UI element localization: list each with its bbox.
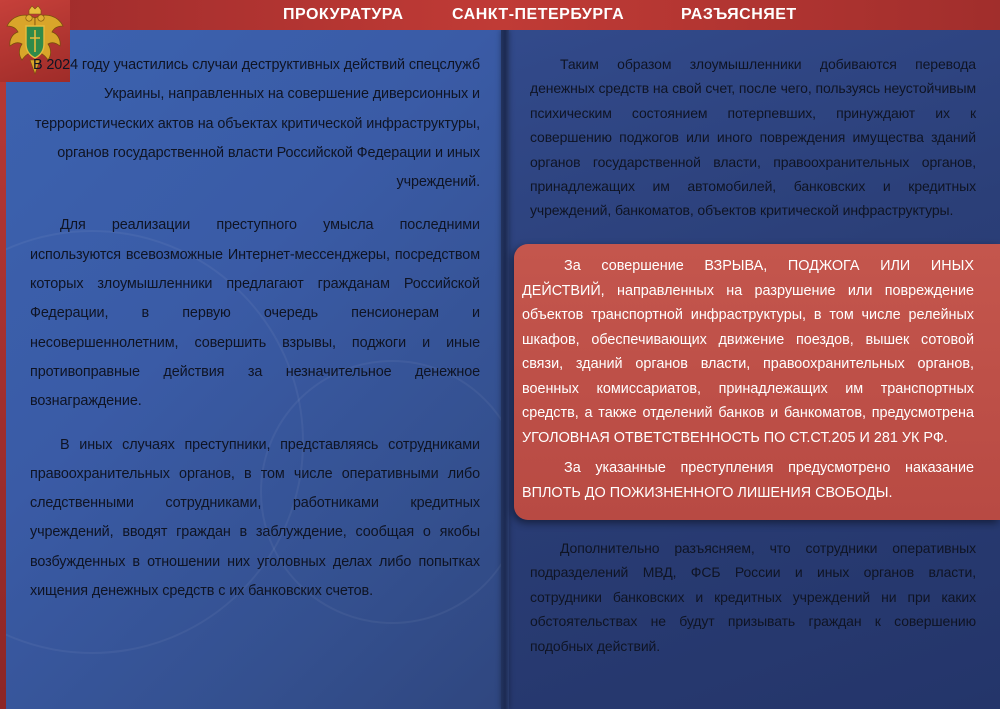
column-divider (501, 30, 509, 709)
warning-paragraph-liability: За совершение ВЗРЫВА, ПОДЖОГА ИЛИ ИНЫХ ДЕЙСТВИЙ, направленных на разрушение или повреждение объектов транспортной инфраструктуры, в том числе релейных шкафов, обеспечивающих движение поездов, вышек сотовой связи, зданий органов власти, правоохранительных органов, военных комиссариатов, принадлежащих им транспортных средств, а также отделений банков и банкоматов, предусмотрена УГОЛОВНАЯ ОТВЕТСТВЕННОСТЬ ПО СТ.СТ.205 И 281 УК РФ. (522, 258, 974, 446)
paragraph-intro: В 2024 году участились случаи деструктивных действий спецслужб Украины, направленных на совершение диверсионных и террористических актов на объектах критической инфраструктуры, органов государственной власти Российской Федерации и иных учреждений. (32, 57, 480, 191)
header-prosecutor-label: ПРОКУРАТУРА (283, 6, 404, 23)
paragraph-clarification: Дополнительно разъясняем, что сотрудники оперативных подразделений МВД, ФСБ России и иных органов власти, сотрудники банковских и кредитных учреждений ни при каких обстоятельствах не будут призывать граждан к совершению подобных действий. (530, 540, 976, 654)
paragraph-messengers: Для реализации преступного умысла последними используются всевозможные Интернет-мессенджеры, посредством которых злоумышленники предлагают гражданам Российской Федерации, в первую очередь пенсионерам и несовершеннолетним, совершить взрывы, поджоги и иные противоправные действия за незначительное денежное вознаграждение. (30, 217, 480, 410)
closing-text (530, 536, 976, 658)
left-column-text (30, 51, 480, 606)
header-explains-label: РАЗЪЯСНЯЕТ (681, 6, 797, 23)
header-bar (0, 0, 1000, 30)
paragraph-impersonation: В иных случаях преступники, представляясь сотрудниками правоохранительных органов, в том числе оперативными либо следственными сотрудниками, работниками кредитных учреждений, вводят граждан в заблуждение, сообщая о якобы возбужденных в отношении них уголовных делах либо попытках хищения денежных средств с их банковских счетов. (30, 436, 480, 600)
left-edge-strip (0, 30, 6, 709)
right-column-text (530, 52, 976, 223)
warning-paragraph-punishment: За указанные преступления предусмотрено наказание ВПЛОТЬ ДО ПОЖИЗНЕННОГО ЛИШЕНИЯ СВОБОДЫ. (522, 460, 974, 501)
header-city-label: САНКТ-ПЕТЕРБУРГА (452, 6, 625, 23)
paragraph-consequences: Таким образом злоумышленники добиваются перевода денежных средств на свой счет, после чего, пользуясь неустойчивым психическим состоянием потерпевших, принуждают их к совершению поджогов или иного повреждения имущества зданий органов государственной власти, правоохранительных органов, принадлежащих им автомобилей, банковских и кредитных учреждений, банкоматов, объектов критической инфраструктуры. (530, 56, 976, 219)
warning-text (522, 254, 974, 505)
